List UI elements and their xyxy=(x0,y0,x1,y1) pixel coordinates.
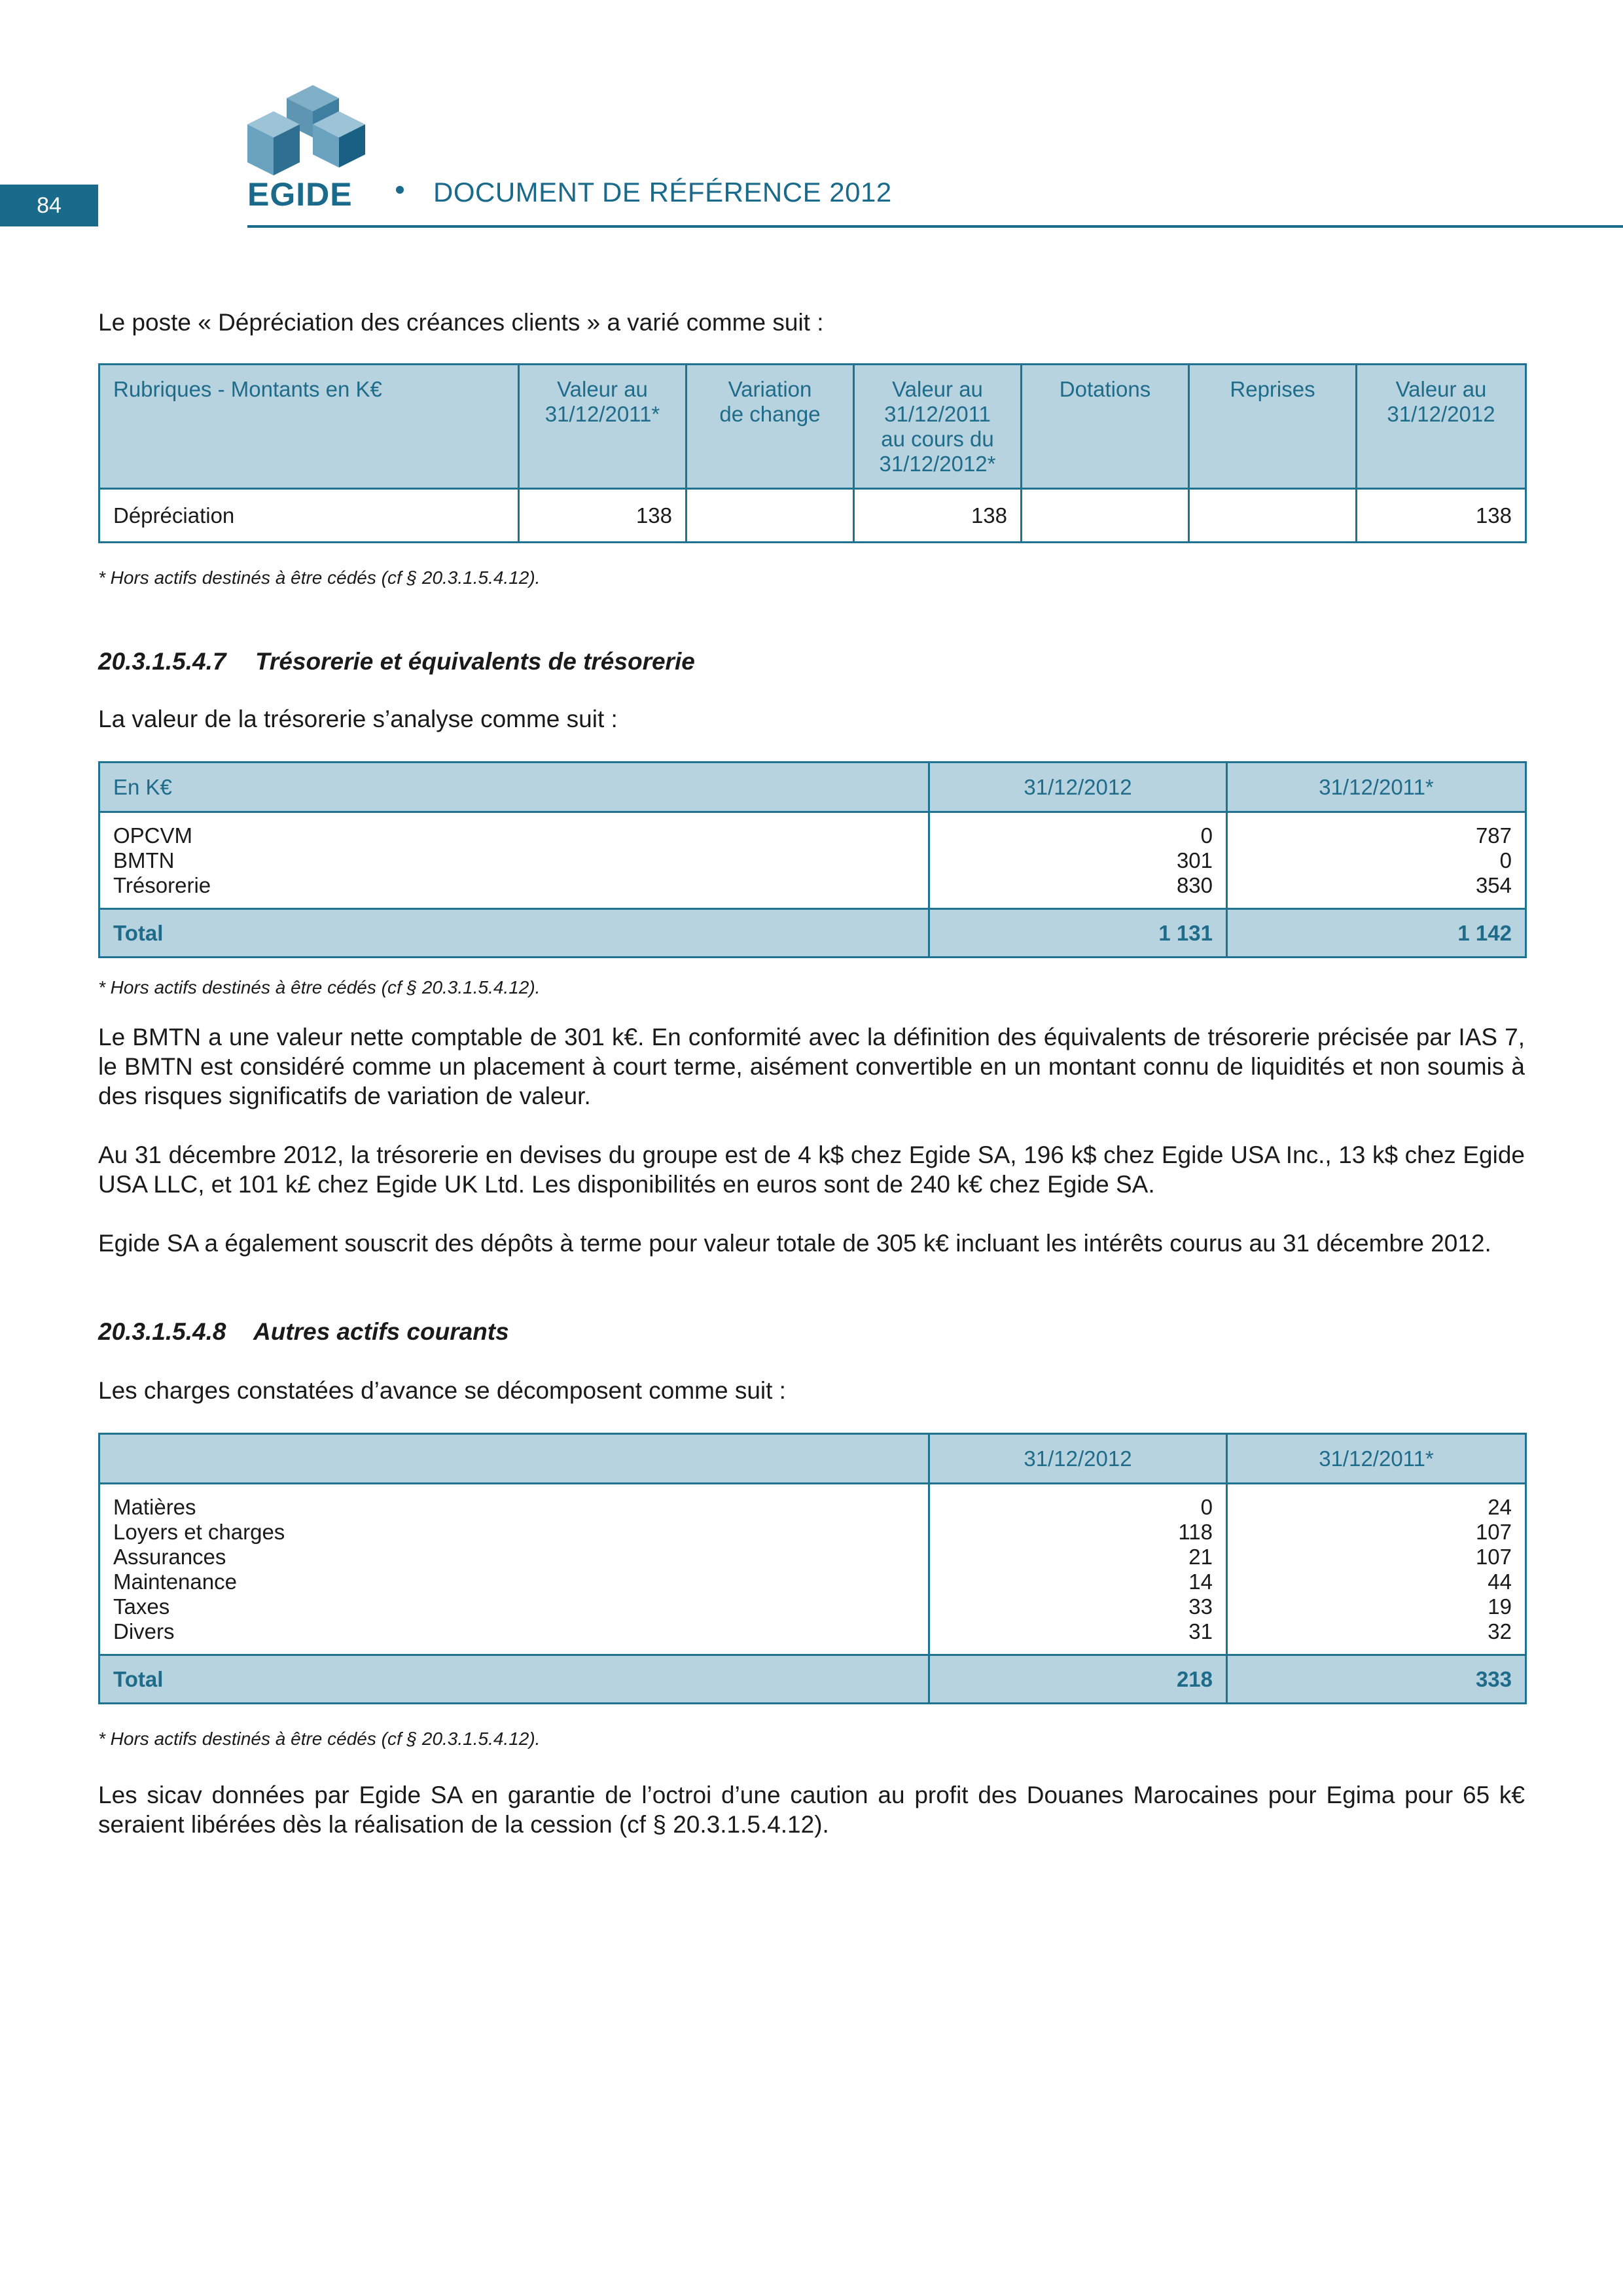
table-row xyxy=(99,489,1526,543)
intro-prepaid: Les charges constatées d’avance se décomposent comme suit : xyxy=(98,1377,786,1404)
paragraph-bmtn: Le BMTN a une valeur nette comptable de 301 k€. En conformité avec la définition des équivalents de trésorerie précisée par IAS 7, le BMTN est considéré comme un placement à court terme, aisément convertible en un montant connu de liquidités et non soumis à des risques significatifs de variation de valeur. xyxy=(98,1024,1525,1109)
table3-header-cell: 31/12/2012 xyxy=(929,1434,1227,1484)
table1-cell xyxy=(1189,489,1357,543)
table-row xyxy=(99,909,1526,958)
footnote: * Hors actifs destinés à être cédés (cf § 20.3.1.5.4.12). xyxy=(98,567,541,588)
table1-header-cell: Dotations xyxy=(1022,365,1189,489)
section-heading-treasury: 20.3.1.5.4.7 Trésorerie et équivalents de trésorerie xyxy=(98,648,695,675)
treasury-table xyxy=(98,761,1527,958)
header-rule xyxy=(247,225,1623,228)
intro-treasury: La valeur de la trésorerie s’analyse comme suit : xyxy=(98,706,618,732)
table3-total-label: Total xyxy=(99,1655,929,1704)
table1-cell: Dépréciation xyxy=(99,489,519,543)
table2-labels: OPCVM BMTN Trésorerie xyxy=(99,812,929,909)
page-number: 84 xyxy=(0,185,98,226)
paragraph-deposits: Egide SA a également souscrit des dépôts à terme pour valeur totale de 305 k€ incluant les intérêts courus au 31 décembre 2012. xyxy=(98,1230,1491,1257)
depreciation-table xyxy=(98,363,1527,543)
table3-header-cell: 31/12/2011* xyxy=(1227,1434,1526,1484)
table3-values-2012: 0 118 21 14 33 31 xyxy=(929,1484,1227,1655)
document-title: DOCUMENT DE RÉFÉRENCE 2012 xyxy=(433,177,892,207)
table1-header-cell: Valeur au 31/12/2011 au cours du 31/12/2012* xyxy=(854,365,1022,489)
table2-total-label: Total xyxy=(99,909,929,958)
table1-header-cell: Variation de change xyxy=(687,365,854,489)
table2-header-cell: 31/12/2011* xyxy=(1227,762,1526,812)
table2-total-2012: 1 131 xyxy=(929,909,1227,958)
table1-header-cell: Valeur au 31/12/2012 xyxy=(1357,365,1526,489)
table1-cell xyxy=(1022,489,1189,543)
footnote: * Hors actifs destinés à être cédés (cf § 20.3.1.5.4.12). xyxy=(98,1729,541,1749)
table3-header-cell xyxy=(99,1434,929,1484)
table1-header-cell: Reprises xyxy=(1189,365,1357,489)
section-heading-other-assets: 20.3.1.5.4.8 Autres actifs courants xyxy=(98,1318,509,1345)
table2-header-cell: 31/12/2012 xyxy=(929,762,1227,812)
table3-total-2012: 218 xyxy=(929,1655,1227,1704)
table1-cell: 138 xyxy=(1357,489,1526,543)
table1-cell: 138 xyxy=(519,489,687,543)
intro-depreciation: Le poste « Dépréciation des créances clients » a varié comme suit : xyxy=(98,309,824,336)
table3-labels: Matières Loyers et charges Assurances Maintenance Taxes Divers xyxy=(99,1484,929,1655)
prepaid-expenses-table xyxy=(98,1433,1527,1704)
table1-header-cell: Rubriques - Montants en K€ xyxy=(99,365,519,489)
table1-cell: 138 xyxy=(854,489,1022,543)
header-bullet xyxy=(396,186,404,194)
paragraph-sicav: Les sicav données par Egide SA en garantie de l’octroi d’une caution au profit des Douanes Marocaines pour Egima pour 65 k€ seraient libérées dès la réalisation de la cession (cf § 20.3.1.5.4.12). xyxy=(98,1782,1525,1838)
page-content xyxy=(98,308,1525,1839)
table2-values-2011: 787 0 354 xyxy=(1227,812,1526,909)
table2-header-cell: En K€ xyxy=(99,762,929,812)
table-row xyxy=(99,1655,1526,1704)
logo-wordmark: EGIDE xyxy=(247,176,353,213)
table1-header-cell: Valeur au 31/12/2011* xyxy=(519,365,687,489)
table2-total-2011: 1 142 xyxy=(1227,909,1526,958)
table3-total-2011: 333 xyxy=(1227,1655,1526,1704)
table3-values-2011: 24 107 107 44 19 32 xyxy=(1227,1484,1526,1655)
table-row xyxy=(99,1484,1526,1655)
table-row xyxy=(99,812,1526,909)
cubes-icon xyxy=(247,85,365,177)
paragraph-currencies: Au 31 décembre 2012, la trésorerie en devises du groupe est de 4 k$ chez Egide SA, 196 k$ chez Egide USA Inc., 13 k$ chez Egide USA LLC, et 101 k£ chez Egide UK Ltd. Les disponibilités en euros sont de 240 k€ chez Egide SA. xyxy=(98,1141,1525,1198)
table1-cell xyxy=(687,489,854,543)
table2-values-2012: 0 301 830 xyxy=(929,812,1227,909)
footnote: * Hors actifs destinés à être cédés (cf § 20.3.1.5.4.12). xyxy=(98,977,541,997)
